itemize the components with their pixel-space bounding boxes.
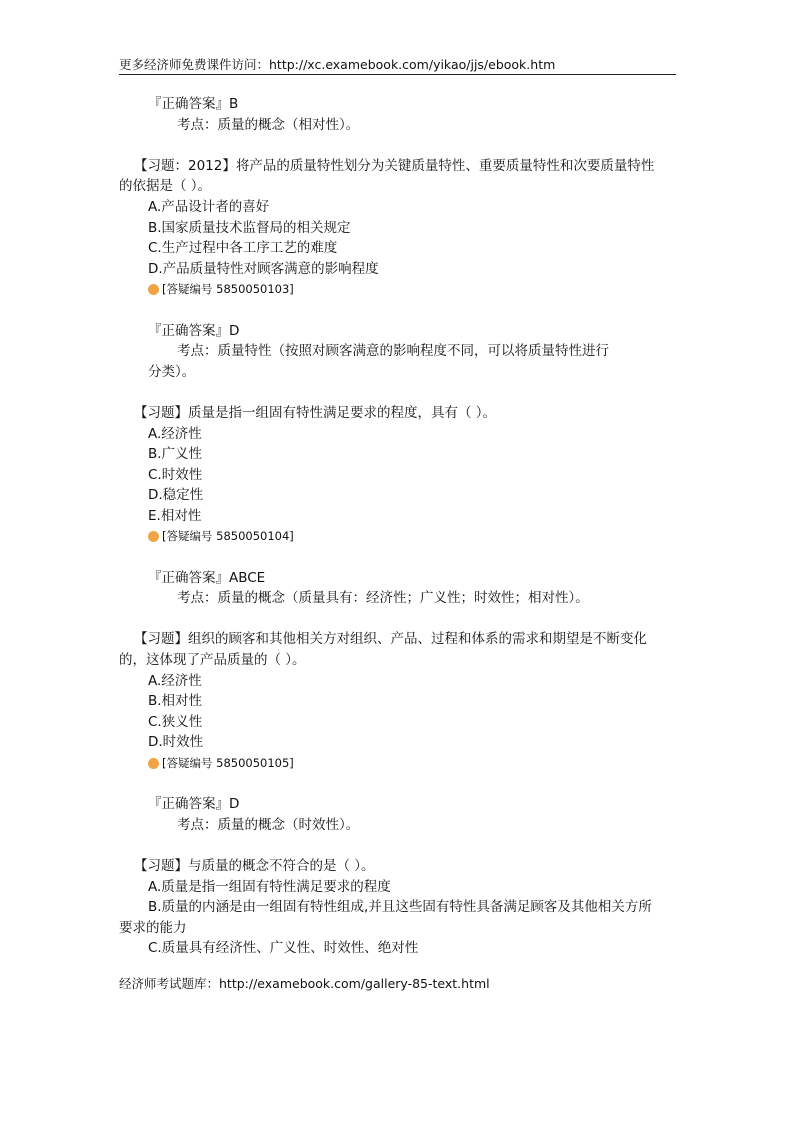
answer-ref-label: [答疑编号 5850050105] <box>162 756 294 770</box>
question-text: 【习题】组织的顾客和其他相关方对组织、产品、过程和体系的需求和期望是不断变化 <box>134 631 647 648</box>
answer-ref-icon <box>148 531 159 542</box>
option-d: D.稳定性 <box>148 487 204 504</box>
answer-ref-label: [答疑编号 5850050104] <box>162 529 294 544</box>
document-body <box>119 94 681 959</box>
option-d: D.时效性 <box>148 734 204 751</box>
option-e: E.相对性 <box>148 507 202 524</box>
option-a: A.质量是指一组固有特性满足要求的程度 <box>148 878 391 895</box>
kaodian-line: 考点：质量的概念（相对性）。 <box>177 116 360 133</box>
kaodian-line: 考点：质量特性（按照对顾客满意的影响程度不同，可以将质量特性进行 <box>177 343 609 360</box>
option-d: D.产品质量特性对顾客满意的影响程度 <box>148 260 379 277</box>
option-b-cont: 要求的能力 <box>119 919 187 936</box>
answer-ref-icon <box>148 758 159 769</box>
option-c: C.时效性 <box>148 466 203 483</box>
option-b: B.相对性 <box>148 693 203 710</box>
option-a: A.经济性 <box>148 672 202 689</box>
answer-ref-icon <box>148 284 159 295</box>
answer-ref-link[interactable] <box>119 526 681 547</box>
kaodian-line-cont: 分类）。 <box>148 363 196 380</box>
question-text: 【习题：2012】将产品的质量特性划分为关键质量特性、重要质量特性和次要质量特性 <box>134 157 655 174</box>
question-text-cont: 的，这体现了产品质量的（ ）。 <box>119 652 306 669</box>
question-text: 【习题】与质量的概念不符合的是（ ）。 <box>134 857 375 874</box>
option-b: B.质量的内涵是由一组固有特性组成,并且这些固有特性具备满足顾客及其他相关方所 <box>148 899 652 916</box>
question-text: 【习题】质量是指一组固有特性满足要求的程度，具有（ ）。 <box>134 404 497 421</box>
option-b: B.国家质量技术监督局的相关规定 <box>148 219 351 236</box>
option-b: B.广义性 <box>148 446 203 463</box>
page-header: 更多经济师免费课件访问：http://xc.examebook.com/yikao/jjs/ebook.htm <box>119 57 676 75</box>
kaodian-line: 考点：质量的概念（时效性）。 <box>177 816 360 833</box>
answer-ref-label: [答疑编号 5850050103] <box>162 282 294 297</box>
answer-line: 『正确答案』D <box>148 796 240 813</box>
option-c: C.生产过程中各工序工艺的难度 <box>148 240 338 257</box>
answer-line: 『正确答案』ABCE <box>148 569 266 586</box>
option-c: C.狭义性 <box>148 713 203 730</box>
answer-ref-link[interactable] <box>119 753 681 774</box>
option-a: A.经济性 <box>148 425 202 442</box>
answer-line: 『正确答案』B <box>148 96 239 112</box>
page-footer: 经济师考试题库：http://examebook.com/gallery-85-text.html <box>119 976 490 991</box>
answer-line: 『正确答案』D <box>148 322 240 339</box>
kaodian-line: 考点：质量的概念（质量具有：经济性；广义性；时效性；相对性）。 <box>177 590 589 607</box>
option-c: C.质量具有经济性、广义性、时效性、绝对性 <box>148 940 419 957</box>
option-a: A.产品设计者的喜好 <box>148 198 270 215</box>
answer-ref-link[interactable] <box>119 279 681 300</box>
question-text-cont: 的依据是（ ）。 <box>119 178 212 195</box>
